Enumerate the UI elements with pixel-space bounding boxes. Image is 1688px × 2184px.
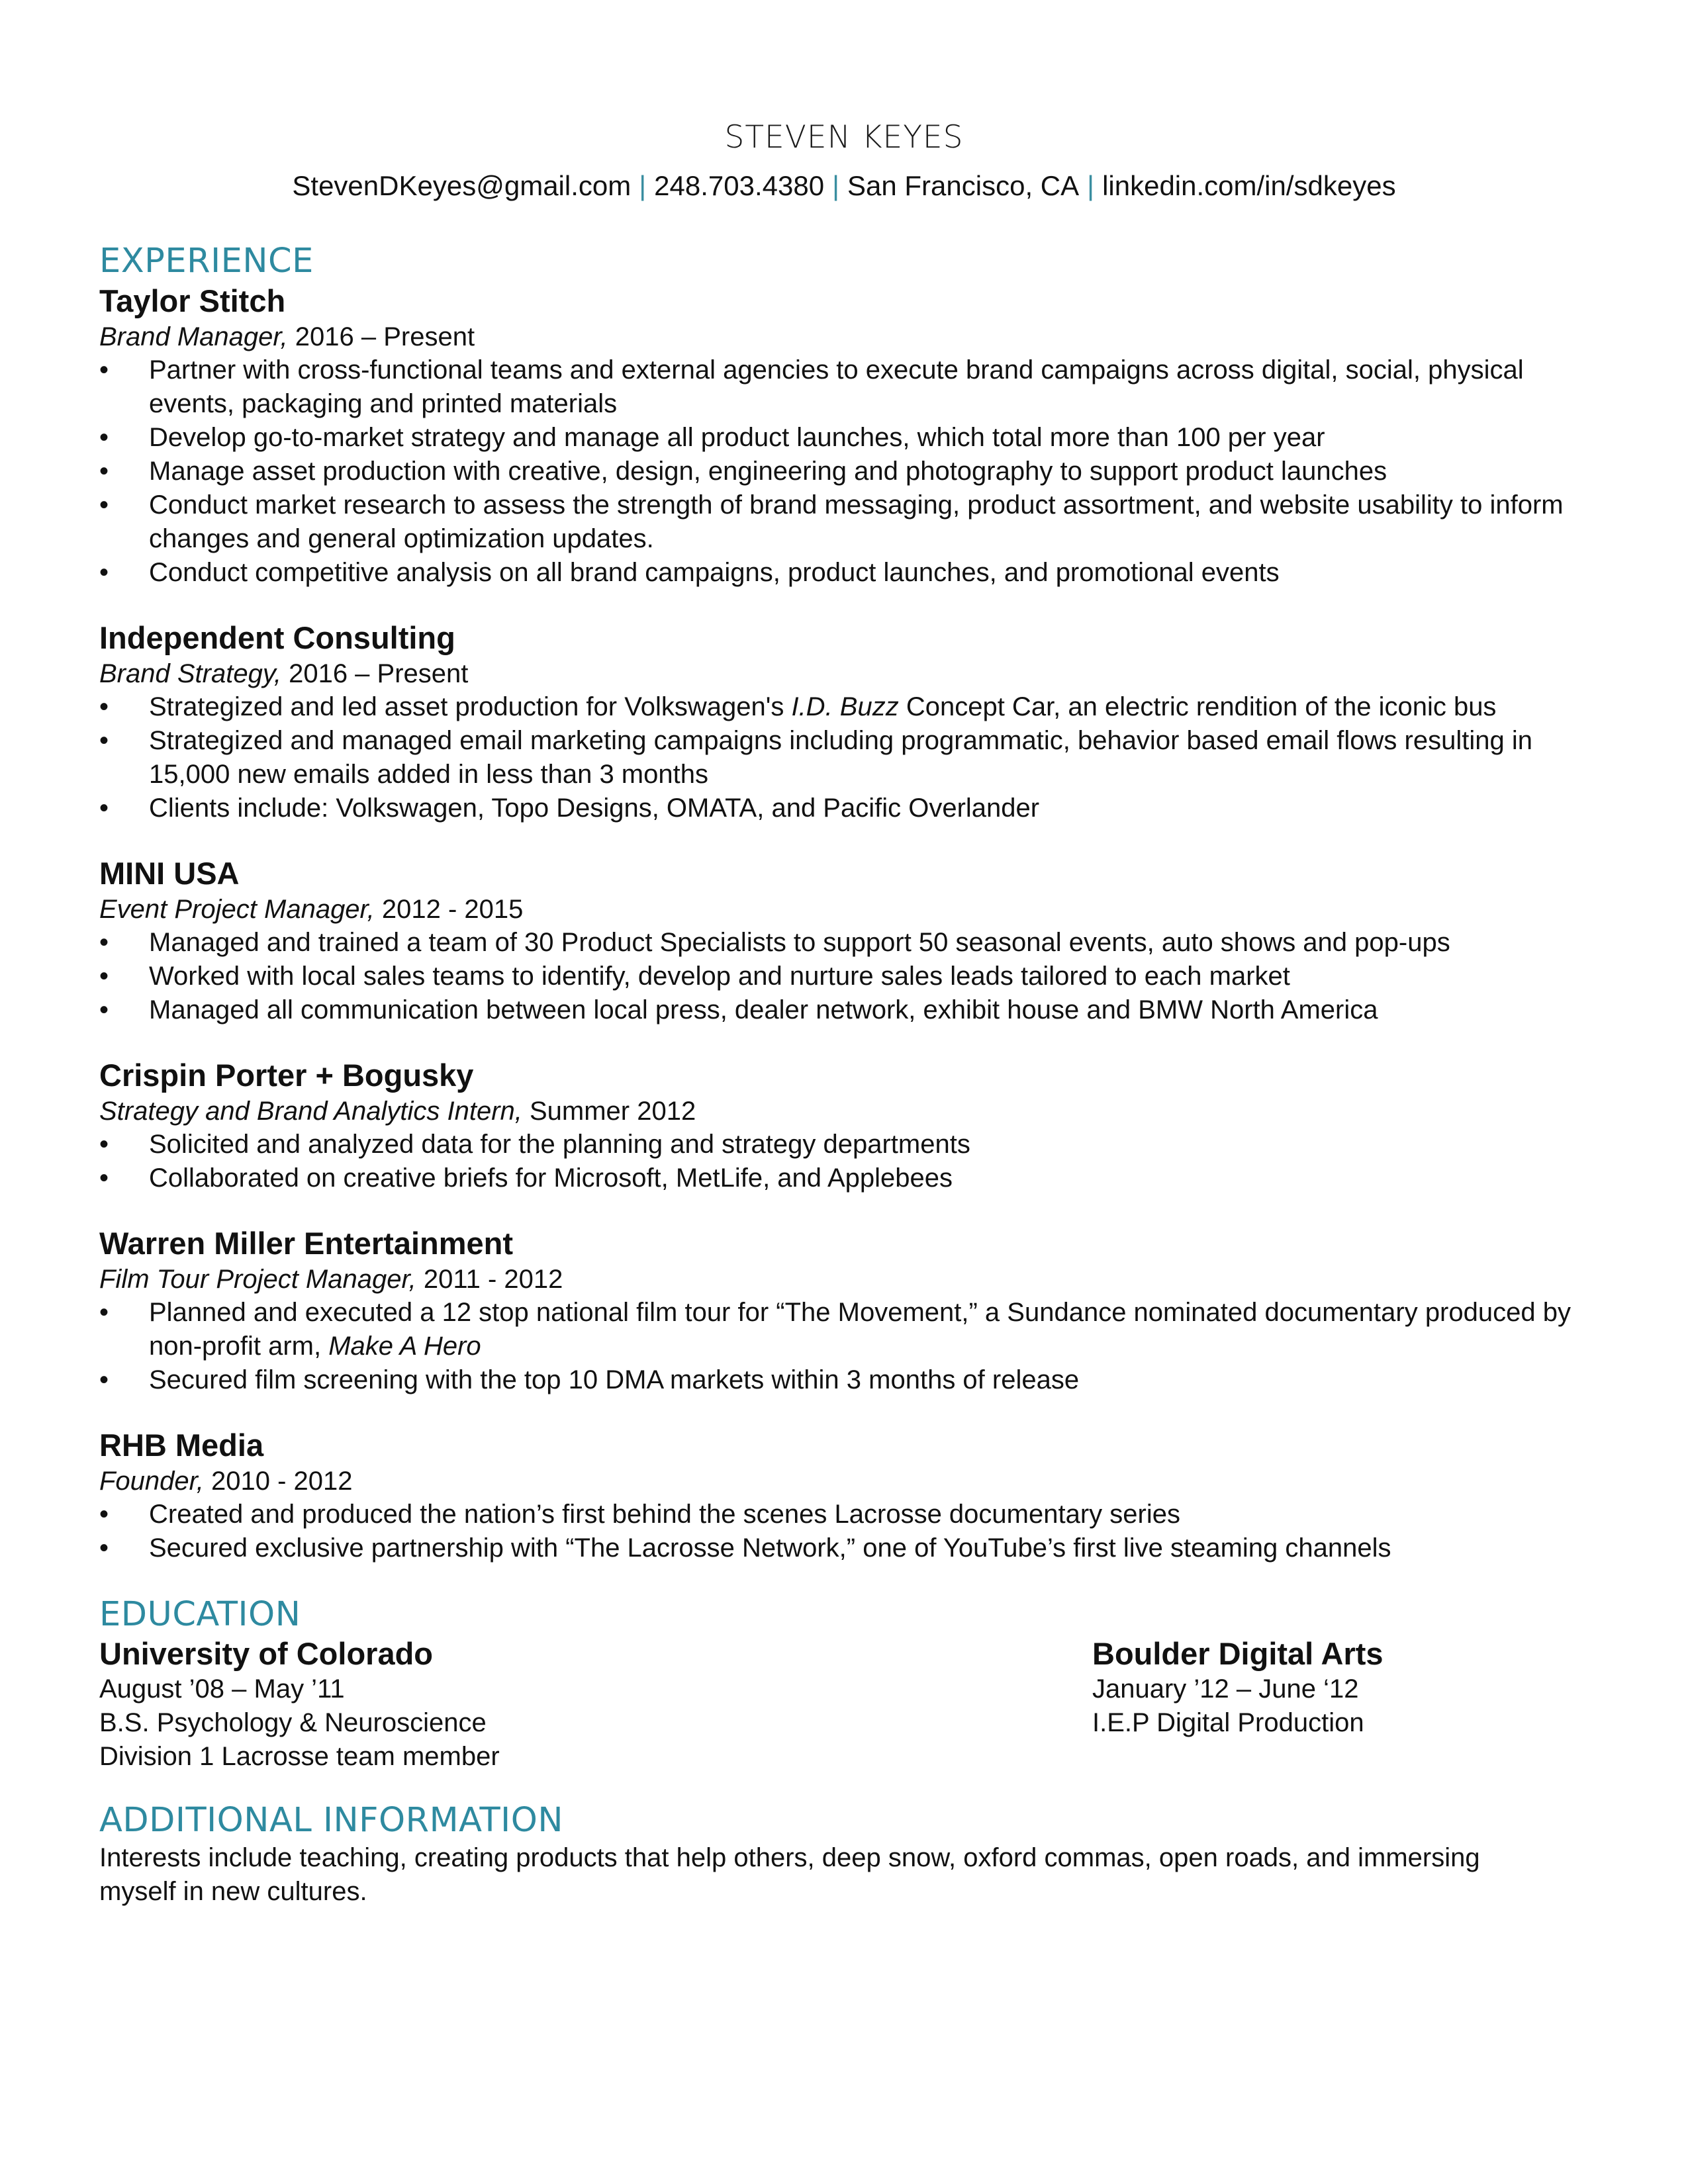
bullet-item — [99, 926, 1589, 960]
bullet-icon: • — [99, 558, 109, 587]
job-role — [99, 1465, 1589, 1498]
job-role — [99, 1263, 1589, 1296]
bullet-item — [99, 960, 1589, 993]
bullet-text — [149, 692, 1496, 721]
employer-name: MINI USA — [99, 856, 240, 891]
bullet-text: Partner with cross-functional teams and external agencies to execute brand campaigns across digital, social, physical events, packaging and printed materials — [149, 355, 1524, 418]
bullet-text: Strategized and managed email marketing campaigns including programmatic, behavior based email flows resulting in 15,000 new emails added in less than 3 months — [149, 726, 1532, 789]
bullet-text-part: Concept Car, an electric rendition of the iconic bus — [898, 692, 1497, 721]
contact-separator: | — [639, 170, 647, 201]
bullet-item — [99, 455, 1589, 488]
job-role — [99, 657, 1589, 690]
bullet-text: Secured film screening with the top 10 DMA markets within 3 months of release — [149, 1365, 1080, 1394]
job-dates: Summer 2012 — [522, 1097, 696, 1126]
bullet-icon: • — [99, 1365, 109, 1394]
section-title-experience: EXPERIENCE — [99, 242, 314, 281]
job-title: Brand Strategy, — [99, 659, 281, 688]
bullet-list — [99, 926, 1589, 1027]
bullet-item — [99, 1296, 1589, 1363]
bullet-icon: • — [99, 490, 109, 520]
bullet-icon: • — [99, 794, 109, 823]
bullet-item — [99, 993, 1589, 1027]
bullet-item — [99, 353, 1589, 421]
bullet-list — [99, 1128, 1589, 1195]
bullet-item — [99, 1498, 1589, 1531]
bullet-icon: • — [99, 1500, 109, 1529]
bullet-item — [99, 724, 1589, 792]
job-entry — [99, 282, 1589, 590]
employer-name: Taylor Stitch — [99, 283, 286, 318]
bullet-text: Collaborated on creative briefs for Microsoft, MetLife, and Applebees — [149, 1163, 953, 1193]
spacer — [99, 1774, 1589, 1800]
bullet-item — [99, 1531, 1589, 1565]
education-row — [99, 1635, 1589, 1774]
bullet-icon: • — [99, 423, 109, 452]
linkedin-link[interactable]: linkedin.com/in/sdkeyes — [1102, 170, 1396, 201]
education-note: Division 1 Lacrosse team member — [99, 1742, 500, 1771]
job-dates: 2012 - 2015 — [374, 895, 524, 924]
job-title: Event Project Manager, — [99, 895, 375, 924]
bullet-list — [99, 353, 1589, 590]
section-title-education: EDUCATION — [99, 1595, 301, 1634]
bullet-item — [99, 690, 1589, 724]
bullet-text: Conduct market research to assess the strength of brand messaging, product assortment, and website usability to inform changes and general optimization updates. — [149, 490, 1564, 553]
bullet-icon: • — [99, 1130, 109, 1159]
job-entry — [99, 1224, 1589, 1397]
job-dates: 2016 – Present — [281, 659, 469, 688]
bullet-icon: • — [99, 995, 109, 1024]
job-title: Founder, — [99, 1467, 204, 1496]
bullet-item — [99, 1161, 1589, 1195]
education-dates: January ’12 – June ‘12 — [1092, 1674, 1359, 1704]
bullet-text-italic: I.D. Buzz — [791, 692, 899, 721]
bullet-icon: • — [99, 726, 109, 755]
school-name: Boulder Digital Arts — [1092, 1636, 1383, 1671]
bullet-text — [149, 1298, 1571, 1361]
job-role — [99, 1095, 1589, 1128]
bullet-text: Secured exclusive partnership with “The Lacrosse Network,” one of YouTube’s first live steaming channels — [149, 1533, 1391, 1563]
contact-separator: | — [832, 170, 839, 201]
additional-info-text: Interests include teaching, creating products that help others, deep snow, oxford commas, open roads, and immersing myself in new cultures. — [99, 1843, 1480, 1906]
job-title: Film Tour Project Manager, — [99, 1265, 416, 1294]
bullet-text: Managed all communication between local press, dealer network, exhibit house and BMW North America — [149, 995, 1378, 1024]
bullet-text: Managed and trained a team of 30 Product Specialists to support 50 seasonal events, auto shows and pop-ups — [149, 928, 1450, 957]
bullet-item — [99, 488, 1589, 556]
job-entry — [99, 854, 1589, 1027]
job-dates: 2016 – Present — [287, 322, 475, 351]
bullet-icon: • — [99, 1533, 109, 1563]
job-title: Strategy and Brand Analytics Intern, — [99, 1097, 522, 1126]
location: San Francisco, CA — [847, 170, 1080, 201]
bullet-icon: • — [99, 1298, 109, 1327]
education-degree: B.S. Psychology & Neuroscience — [99, 1708, 487, 1737]
job-entry — [99, 619, 1589, 825]
education-degree: I.E.P Digital Production — [1092, 1708, 1364, 1737]
job-dates: 2010 - 2012 — [203, 1467, 353, 1496]
bullet-item — [99, 792, 1589, 825]
bullet-item — [99, 1363, 1589, 1397]
bullet-item — [99, 1128, 1589, 1161]
job-role — [99, 893, 1589, 926]
bullet-text-part: Planned and executed a 12 stop national film tour for “The Movement,” a Sundance nominated documentary produced by non-profit arm, — [149, 1298, 1571, 1361]
employer-name: Independent Consulting — [99, 620, 455, 655]
email-link[interactable]: StevenDKeyes@gmail.com — [292, 170, 632, 201]
bullet-item — [99, 556, 1589, 590]
job-entry — [99, 1426, 1589, 1565]
bullet-icon: • — [99, 692, 109, 721]
phone-number: 248.703.4380 — [654, 170, 825, 201]
school-name: University of Colorado — [99, 1636, 434, 1671]
bullet-icon: • — [99, 355, 109, 385]
bullet-text: Created and produced the nation’s first behind the scenes Lacrosse documentary series — [149, 1500, 1180, 1529]
job-title: Brand Manager, — [99, 322, 288, 351]
employer-name: Crispin Porter + Bogusky — [99, 1058, 474, 1093]
education-dates: August ’08 – May ’11 — [99, 1674, 345, 1704]
bullet-item — [99, 421, 1589, 455]
candidate-name: STEVEN KEYES — [724, 119, 964, 156]
bullet-icon: • — [99, 928, 109, 957]
bullet-text-italic: Make A Hero — [328, 1332, 481, 1361]
bullet-text: Manage asset production with creative, design, engineering and photography to support product launches — [149, 457, 1387, 486]
employer-name: RHB Media — [99, 1428, 264, 1463]
contact-separator: | — [1087, 170, 1095, 201]
education-entry — [99, 1635, 1092, 1774]
job-dates: 2011 - 2012 — [416, 1265, 563, 1294]
contact-line — [99, 169, 1589, 203]
bullet-list — [99, 690, 1589, 825]
bullet-icon: • — [99, 1163, 109, 1193]
section-title-additional: ADDITIONAL INFORMATION — [99, 1801, 563, 1840]
job-role — [99, 320, 1589, 353]
education-entry — [1092, 1635, 1589, 1774]
employer-name: Warren Miller Entertainment — [99, 1226, 514, 1261]
bullet-icon: • — [99, 962, 109, 991]
bullet-text: Clients include: Volkswagen, Topo Designs, OMATA, and Pacific Overlander — [149, 794, 1040, 823]
job-entry — [99, 1056, 1589, 1195]
bullet-list — [99, 1498, 1589, 1565]
bullet-text: Solicited and analyzed data for the planning and strategy departments — [149, 1130, 970, 1159]
bullet-list — [99, 1296, 1589, 1397]
bullet-text: Worked with local sales teams to identify, develop and nurture sales leads tailored to each market — [149, 962, 1290, 991]
bullet-text: Develop go-to-market strategy and manage all product launches, which total more than 100 per year — [149, 423, 1325, 452]
bullet-icon: • — [99, 457, 109, 486]
bullet-text: Conduct competitive analysis on all brand campaigns, product launches, and promotional events — [149, 558, 1280, 587]
bullet-text-part: Strategized and led asset production for Volkswagen's — [149, 692, 792, 721]
